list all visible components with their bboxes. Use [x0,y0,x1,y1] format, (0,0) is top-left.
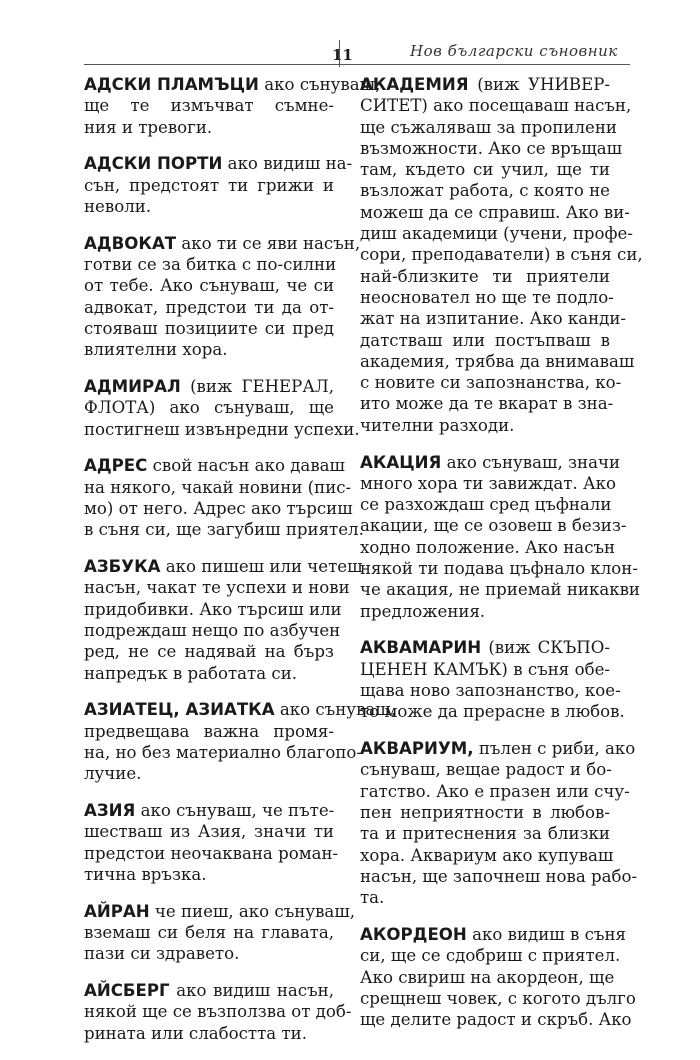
entry-headword: АЙСБЕРГ [84,981,170,1001]
entry-line [84,800,334,821]
entry-text: пази си здравето. [84,944,240,964]
entry-text: можеш да се справиш. Ако ви- [360,202,630,222]
right-column [360,74,643,1046]
entry-text: ред, не се надявай на бърз [84,642,334,662]
entry-text: сънуваш, вещае радост и бо- [360,760,612,780]
entry-line [84,318,334,339]
entry-line [360,823,610,844]
entry-text: напредък в работата си. [84,663,298,683]
entry-line [84,397,334,418]
entry-text: гатство. Ако е празен или счу- [360,781,630,801]
entry-text: СИТЕТ) ако посещаваш насън, [360,96,632,116]
entry-line [360,473,616,494]
entry-line [84,864,334,885]
entry-line [360,924,626,945]
entry-text: академия, трябва да внимаваш [360,351,635,371]
entry-text: стояваш позициите си пред [84,318,334,338]
entry-line [360,393,614,414]
entry-text: ако пишеш или четеш [165,557,363,577]
entry-line [360,138,623,159]
entry-line [360,945,621,966]
entry-line [84,943,334,964]
entry-text: свой насън ако даваш [152,456,345,476]
entry-text: че пиеш, ако сънуваш, [154,901,356,921]
dictionary-entry [84,153,353,217]
entry-line [360,202,630,223]
entry-line [360,659,610,680]
entry-text: някой ще се възползва от доб- [84,1002,352,1022]
entry-text: адвокат, предстои ти да от- [84,297,334,317]
entry-text: че акация, не приемай никакви [360,580,640,600]
entry-text: лучие. [84,764,142,784]
entry-text: ако видиш насън, [176,981,334,1001]
entry-headword: АДСКИ ПЛАМЪЦИ [84,75,259,94]
entry-text: в съня си, ще загубиш приятел. [84,520,364,540]
entry-text: ФЛОТА) ако сънуваш, ще [84,398,334,418]
entry-line [84,843,339,864]
entry-text: ито може да те вкарат в зна- [360,394,614,414]
entry-line [360,738,636,759]
dictionary-entry [84,376,360,440]
entry-text: с новите си запознанства, ко- [360,373,622,393]
entry-text: вземаш си беля на главата, [84,923,334,943]
entry-line [84,663,334,684]
entry-text: си, ще се сдобриш с приятел. [360,946,621,966]
dictionary-entry [360,452,640,622]
dictionary-entry [360,738,638,908]
entry-line [84,980,334,1001]
entry-text: рината или слабостта ти. [84,1023,307,1043]
dictionary-entry [360,637,625,722]
entry-line [84,821,334,842]
entry-text: щава ново запознанство, кое- [360,681,621,701]
entry-text: мо) от него. Адрес ако търсиш [84,499,353,519]
entry-headword: АДРЕС [84,456,148,476]
entry-line [84,339,334,360]
entry-text: на, но без материално благопо- [84,743,362,763]
entry-text: ако сънуваш, [279,700,396,720]
entry-line [84,1023,334,1044]
entry-line [84,556,363,577]
entry-text: датстваш или постъпваш в [360,330,610,350]
entry-text: ако видиш на- [227,154,353,174]
entry-line [84,153,353,174]
entry-line [84,297,334,318]
dictionary-entry [84,699,396,784]
entry-text: тична връзка. [84,865,207,884]
entry-headword: АДВОКАТ [84,233,177,253]
entry-text: ако ти се яви насън, [181,233,361,253]
left-column [84,74,396,1060]
entry-line [84,641,334,662]
entry-text: ходно положение. Ако насън [360,537,616,557]
entry-text: ЦЕНЕН КАМЪК) в съня обе- [360,659,610,679]
dictionary-entry [360,924,636,1030]
entry-text: (виж СКЪПО- [488,638,610,658]
entry-line [360,372,622,393]
entry-line [360,1009,632,1030]
entry-line [84,742,362,763]
entry-headword: АЙРАН [84,901,150,921]
entry-line [84,117,334,138]
entry-text: готви се за битка с по-силни [84,255,337,275]
entry-headword: АДМИРАЛ [84,377,181,397]
page-header [84,38,630,68]
header-divider [339,40,340,67]
entry-headword: АКВАМАРИН [360,638,482,658]
entry-line [84,74,381,95]
entry-line [360,701,625,722]
entry-line [360,515,627,536]
entry-text: ще съжаляваш за пропилени [360,117,617,137]
entry-line [360,351,635,372]
entry-text: диш академици (учени, профе- [360,224,633,244]
entry-text: ако сънуваш, [264,75,381,94]
entry-line [360,988,636,1009]
entry-text: възложат работа, с която не [360,181,610,201]
entry-text: ще делите радост и скръб. Ако [360,1010,632,1030]
entry-line [360,680,621,701]
entry-line [84,196,334,217]
entry-line [84,577,350,598]
entry-line [84,519,364,540]
entry-headword: АДСКИ ПОРТИ [84,154,223,174]
entry-line [84,721,334,742]
entry-line [360,308,627,329]
entry-line [360,558,638,579]
entry-line [360,845,614,866]
entry-headword: АКАЦИЯ [360,452,442,472]
entry-line [360,95,632,116]
entry-text: предвещава важна промя- [84,721,334,741]
entry-text: акации, ще се озовеш в безиз- [360,516,627,536]
entry-line [84,233,361,254]
entry-line [360,967,615,988]
entry-text: там, където си учил, ще ти [360,160,610,180]
entry-line [360,452,621,473]
dictionary-entry [84,74,381,138]
entry-text: ако сънуваш, значи [446,452,621,472]
entry-line [360,579,640,600]
entry-text: та и притеснения за близки [360,824,610,844]
entry-line [84,419,360,440]
entry-line [360,244,643,265]
entry-line [84,95,334,116]
running-title: Нов български съновник [410,42,618,60]
entry-line [360,223,633,244]
dictionary-entry [84,901,356,965]
entry-text: насън, чакат те успехи и нови [84,578,350,598]
entry-line [360,159,610,180]
entry-text: та. [360,888,385,908]
entry-text: (виж ГЕНЕРАЛ, [190,377,335,397]
entry-text: сън, предстоят ти грижи и [84,175,334,195]
page-number: 11 [332,46,353,64]
dictionary-entry [84,980,352,1044]
entry-line [84,901,356,922]
entry-text: на някого, чакай новини (пис- [84,477,352,497]
entry-headword: АЗБУКА [84,557,161,577]
entry-line [84,254,337,275]
entry-text: жат на изпитание. Ако канди- [360,309,627,329]
entry-headword: АЗИАТЕЦ, АЗИАТКА [84,700,275,720]
entry-line [360,287,614,308]
entry-text: придобивки. Ако търсиш или [84,599,342,619]
entry-text: някой ти подава цъфнало клон- [360,559,638,579]
entry-line [84,699,396,720]
entry-text: (виж УНИВЕР- [477,75,610,94]
entry-text: най-близките ти приятели [360,266,610,286]
entry-line [360,537,616,558]
entry-text: сори, преподаватели) в съня си, [360,245,643,265]
entry-line [360,781,630,802]
entry-line [360,266,610,287]
entry-text: постигнеш извънредни успехи. [84,419,360,439]
entry-text: се разхождаш сред цъфнали [360,495,612,515]
entry-text: пълен с риби, ако [478,739,636,759]
entry-line [360,637,610,658]
entry-text: неволи. [84,196,152,216]
entry-text: срещнеш човек, с когото дълго [360,988,636,1008]
entry-line [360,180,610,201]
entry-line [360,494,610,515]
entry-text: предложения. [360,601,486,621]
entry-text: предстои неочаквана роман- [84,843,339,863]
entry-text: влиятелни хора. [84,340,228,360]
entry-text: ния и тревоги. [84,117,213,137]
entry-text: ще те измъчват съмне- [84,96,334,116]
entry-line [360,866,638,887]
entry-line [84,455,345,476]
entry-line [84,620,341,641]
entry-text: Ако свириш на акордеон, ще [360,967,615,987]
entry-text: хора. Аквариум ако купуваш [360,845,614,865]
entry-text: възможности. Ако се връщаш [360,138,623,158]
entry-text: шестваш из Азия, значи ти [84,822,334,842]
entry-line [360,415,610,436]
entry-line [360,601,610,622]
entry-line [360,117,617,138]
entry-line [360,330,610,351]
entry-text: чителни разходи. [360,415,515,435]
entry-line [360,802,610,823]
entry-line [360,74,610,95]
entry-line [84,376,334,397]
dictionary-entry [84,455,364,540]
entry-headword: АКВАРИУМ, [360,739,474,759]
entry-headword: АКОРДЕОН [360,924,467,944]
entry-text: ако видиш в съня [472,924,626,944]
entry-text: то може да прерасне в любов. [360,702,625,722]
dictionary-entry [360,74,643,436]
entry-text: от тебе. Ако сънуваш, че си [84,276,334,296]
entry-text: пен неприятности в любов- [360,803,610,822]
entry-headword: АКАДЕМИЯ [360,75,469,94]
dictionary-entry [84,556,363,684]
entry-text: много хора ти завиждат. Ако [360,473,616,493]
entry-line [84,175,334,196]
entry-text: неосновател но ще те подло- [360,287,614,307]
entry-line [84,275,334,296]
dictionary-entry [84,800,339,885]
entry-line [360,887,610,908]
entry-line [84,922,334,943]
entry-text: насън, ще започнеш нова рабо- [360,866,638,886]
header-rule [84,64,630,65]
dictionary-entry [84,233,361,361]
entry-line [360,759,610,780]
entry-text: подреждаш нещо по азбучен [84,621,341,641]
entry-headword: АЗИЯ [84,801,136,821]
entry-text: ако сънуваш, че пъте- [140,801,335,821]
entry-line [84,1001,352,1022]
entry-line [84,477,352,498]
entry-line [84,599,342,620]
entry-line [84,498,353,519]
entry-line [84,763,334,784]
